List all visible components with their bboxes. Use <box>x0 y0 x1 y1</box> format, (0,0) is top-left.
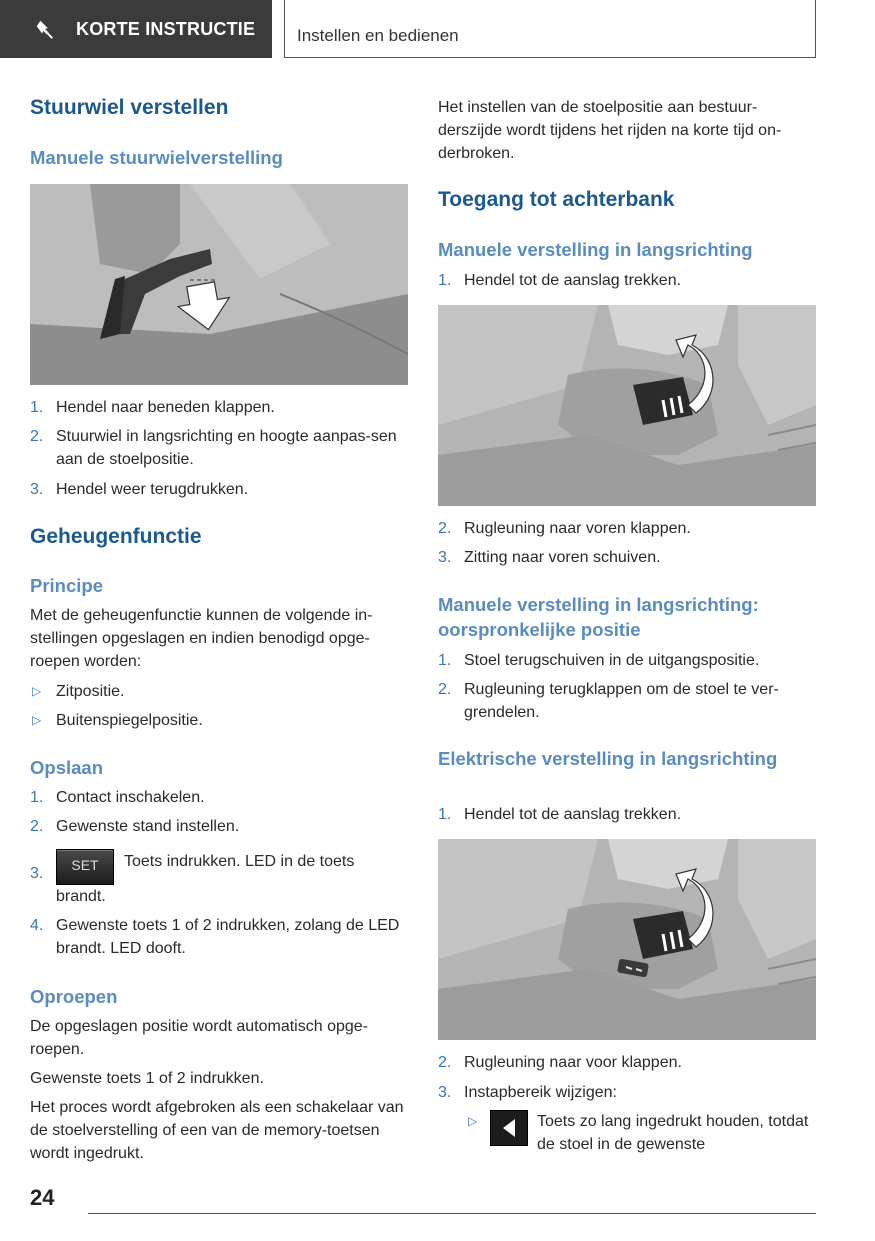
list-item: 2. Rugleuning naar voren klappen. <box>438 520 691 537</box>
list-item: 1. Contact inschakelen. <box>30 789 205 806</box>
pushpin-icon <box>34 18 56 40</box>
subheading-principe: Principe <box>30 575 103 596</box>
bullet-triangle-icon: ▷ <box>32 684 42 698</box>
steering-lever-illustration <box>30 184 408 385</box>
bullet-triangle-icon: ▷ <box>468 1114 478 1128</box>
list-item: 2. Gewenste stand instellen. <box>30 818 240 835</box>
heading-stuurwiel: Stuurwiel verstellen <box>30 96 229 119</box>
seat-electric-lever-illustration <box>438 839 816 1040</box>
list-item: 3. Instapbereik wijzigen: <box>438 1084 617 1101</box>
chapter-tab-label: KORTE INSTRUCTIE <box>76 18 256 39</box>
sub-bullet-item: ▷ Toets zo lang ingedrukt houden, totdat de stoel in de gewenste <box>464 1110 816 1156</box>
set-key: SET <box>56 849 114 885</box>
list-item: 1. Hendel tot de aanslag trekken. <box>438 806 682 823</box>
recall-text-3: Het proces wordt afgebroken als een schakelaar van de stoelverstelling of een van de memory-toetsen wordt ingedrukt. <box>30 1099 404 1162</box>
list-item: 1. Hendel tot de aanslag trekken. <box>438 272 682 289</box>
subheading-opslaan: Opslaan <box>30 757 103 778</box>
arrow-left-key-icon <box>490 1110 528 1146</box>
list-item: 3. Hendel weer terugdrukken. <box>30 481 249 498</box>
heading-geheugenfunctie: Geheugenfunctie <box>30 525 202 548</box>
list-item: 1. Stoel terugschuiven in de uitgangspositie. <box>438 652 760 669</box>
bullet-item: ▷ Buitenspiegelpositie. <box>30 709 408 732</box>
seat-lever-illustration <box>438 305 816 506</box>
list-item: 1. Hendel naar beneden klappen. <box>30 399 275 416</box>
list-item: 3. Zitting naar voren schuiven. <box>438 549 661 566</box>
subheading-manuele-verstelling: Manuele verstelling in langsrichting <box>438 239 753 260</box>
principle-text: Met de geheugenfunctie kunnen de volgende in-stellingen opgeslagen en indien benodigd opge-roepen worden: <box>30 607 373 670</box>
subheading-elektrische-verstelling: Elektrische verstelling in langsrichting <box>438 748 778 769</box>
list-item: 4. Gewenste toets 1 of 2 indrukken, zolang de LED brandt. LED dooft. <box>30 917 400 957</box>
section-title: Instellen en bedienen <box>284 0 816 58</box>
subheading-oproepen: Oproepen <box>30 986 118 1007</box>
bullet-item: ▷ Zitpositie. <box>30 680 408 703</box>
chapter-tab <box>0 0 272 58</box>
list-item: 3. SET Toets indrukken. LED in de toets brandt. <box>30 849 408 908</box>
intro-text: Het instellen van de stoelpositie aan bestuur-derszijde wordt tijdens het rijden na korte tijd on-derbroken. <box>438 99 782 162</box>
list-item: 2. Rugleuning terugklappen om de stoel te ver-grendelen. <box>438 681 779 721</box>
recall-text-1: De opgeslagen positie wordt automatisch opge-roepen. <box>30 1018 368 1058</box>
list-item: 2. Rugleuning naar voor klappen. <box>438 1054 682 1071</box>
list-item: 2. Stuurwiel in langsrichting en hoogte aanpas-sen aan de stoelpositie. <box>30 428 397 468</box>
page-number: 24 <box>30 1185 55 1210</box>
subheading-manuele-stuurwiel: Manuele stuurwielverstelling <box>30 147 283 168</box>
footer-divider <box>88 1213 816 1214</box>
bullet-triangle-icon: ▷ <box>32 713 42 727</box>
recall-text-2: Gewenste toets 1 of 2 indrukken. <box>30 1070 264 1087</box>
heading-toegang-achterbank: Toegang tot achterbank <box>438 188 675 211</box>
subheading-oorspronkelijke-positie: Manuele verstelling in langsrichting: oorspronkelijke positie <box>438 594 759 640</box>
